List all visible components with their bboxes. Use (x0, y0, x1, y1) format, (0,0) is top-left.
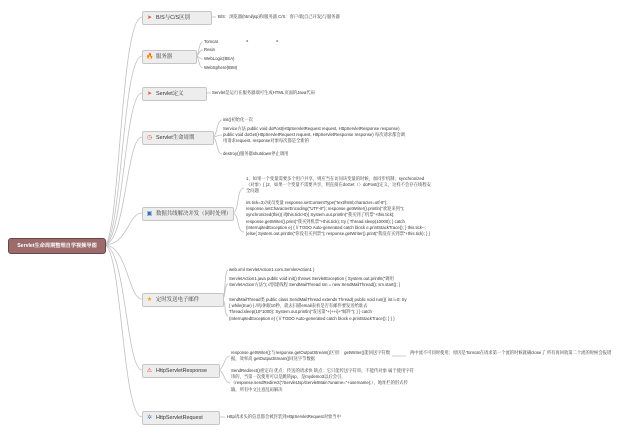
leaf-server-tomcat: Tomcat (204, 39, 218, 44)
topic-data-safety[interactable] (142, 207, 234, 221)
topic-lifecycle[interactable] (142, 131, 214, 145)
connector-root-mail (104, 245, 142, 299)
connector-root-servers (104, 56, 142, 245)
arrow-icon: ➤ (146, 90, 153, 97)
topic-bs-cs[interactable] (142, 11, 212, 25)
leaf-webxml: web.xml ServletAction1.com.ServletAction1 } (229, 267, 315, 272)
leaf-destroy: destroy()服务器shutdown停止调用 (223, 151, 289, 156)
arrow-icon: ➤ (146, 14, 153, 21)
topic-label: 服务器 (156, 54, 173, 60)
leaf-sendredirect: SendRedirect()重定向 优点：传送的请求快 缺点：它只能传送字符串，不能传对象 属于使用字符串的，当第一次使用可以是跳转jsp，是mydemo3以后会引，（response.sendRedirect("/ServletJsp/ServletMain?uname="+username);），地址栏的形式传输，所有中文注意乱码解决 (231, 368, 414, 392)
leaf-service: Service方法 public void doPost(HttpServletRequest request, HttpServletResponse response) public void doGet(HttpServletRequest request, HttpServletResponse response) 每次请求都会调用请求request, response对象每次都是全新的 (223, 126, 405, 144)
marker-a: a (246, 38, 249, 43)
connector-root-servlet-def (104, 93, 142, 245)
leaf-sendmailthread: SendMailThread类 public class SendMailThread extends Thread{ public void run(){ int i=0; try { while(true) { //每休眠10秒，就去扫描email表看是否有邮件要发送给谁去 Thread.sleep(10*1000); System.out.println("发送第"+(++i)+"邮件"); } } catch (InterruptedException e) { // TODO Auto-generated catch block e.printStackTrace(); } } } (229, 297, 407, 321)
leaf-bs-cs: B/S：浏览器(html/jsp)和服务器 C/S：客户端(自己开发)与服务器 (218, 14, 340, 19)
topic-label: HttpServletRequest (156, 415, 203, 421)
topic-label: 数据共线解决并发（同时处理） (156, 211, 232, 217)
star-icon: ★ (146, 296, 153, 303)
root-topic[interactable]: Servlet生命周期整理自学视频导图 (8, 238, 106, 254)
topic-label: 定时发送电子邮件 (156, 297, 200, 303)
fire-icon: 🔥 (146, 53, 154, 60)
topic-label: Servlet生命周期 (156, 135, 195, 141)
leaf-server-weblogic: WebLogic(BEA) (204, 56, 235, 61)
gear-icon: ✲ (146, 414, 153, 421)
leaf-writer-vs-stream: response.getWriter();与response.getOutputStream()区别： getWriter()能回送字符数据，效率高 getOutputStream()回送字节数据 (231, 350, 391, 362)
warning-icon: ⚠ (146, 367, 153, 374)
leaf-server-websphere: WebSphere(IBM) (204, 65, 238, 70)
marker-a: a (276, 38, 279, 43)
topic-servlet-def[interactable] (142, 87, 207, 101)
connector-root-lifecycle (104, 137, 142, 245)
topic-label: Servlet定义 (156, 91, 184, 97)
connector-root-response (104, 245, 142, 370)
topic-mail[interactable] (142, 293, 224, 307)
leaf-servlet-def: Servlet是运行在服务器端可生成HTML页面的Java代码 (212, 90, 315, 95)
clock-icon: ◷ (146, 134, 153, 141)
topic-request[interactable] (142, 411, 220, 425)
box-icon: ▣ (146, 210, 153, 217)
leaf-stream-note: 两中流不可同时使用；原因是Tomcat在请求第一个流的时候就确close了 所有再回收第二个流的时候会报错 (410, 350, 612, 355)
leaf-init: init()初始化一次 (223, 117, 253, 122)
topic-label: B/S与C/S区别 (156, 15, 190, 21)
topic-servers[interactable] (142, 50, 197, 64)
leaf-request: Http请求头的信息都会被封装到HttpServletRequest对象当中 (227, 414, 341, 419)
topic-label: HttpServletResponse (156, 368, 207, 374)
leaf-sync-code: int tick=3;//成员变量 response.setContentType("text/html;character=utf-8"); response.setCharacterEncoding("UTF-8"); response.getWriter().println("欢迎来到"); synchronized(this){ if(this.tick>0){ System.out.println("我买到了机票"+this.tick); response.getWriter().print("我买到机票"+this.tick); try { Thread.sleep(10000); } catch (InterruptedException e) { // TODO Auto-generated catch block e.printStackTrace(); } this.tick--; }else{ System.out.println("你没有买到票"); response.getWriter().print("我没有买到票"+this.tick); } } (246, 200, 431, 237)
connector-root-request (104, 245, 142, 417)
leaf-server-resin: Resin (204, 47, 215, 52)
leaf-servletaction: ServletAction1.java public void init() throws ServletException { System.out.println("调用ServletAction方法"); //创建线程 SendMailThread sm = new SendMailThread(); sm.start(); } (229, 276, 401, 288)
topic-response[interactable] (142, 364, 220, 378)
connector-root-bs-cs (104, 17, 142, 245)
leaf-sync-rule: 1、如果一个变量需要多个用户共享，则应当在访问该变量的时候，加同步机制；synchronized（对象）{ }2、如果一个变量不需要共享，则直接在doGet（）doPost()定义，这样不会存在线程安全问题 (246, 176, 431, 194)
